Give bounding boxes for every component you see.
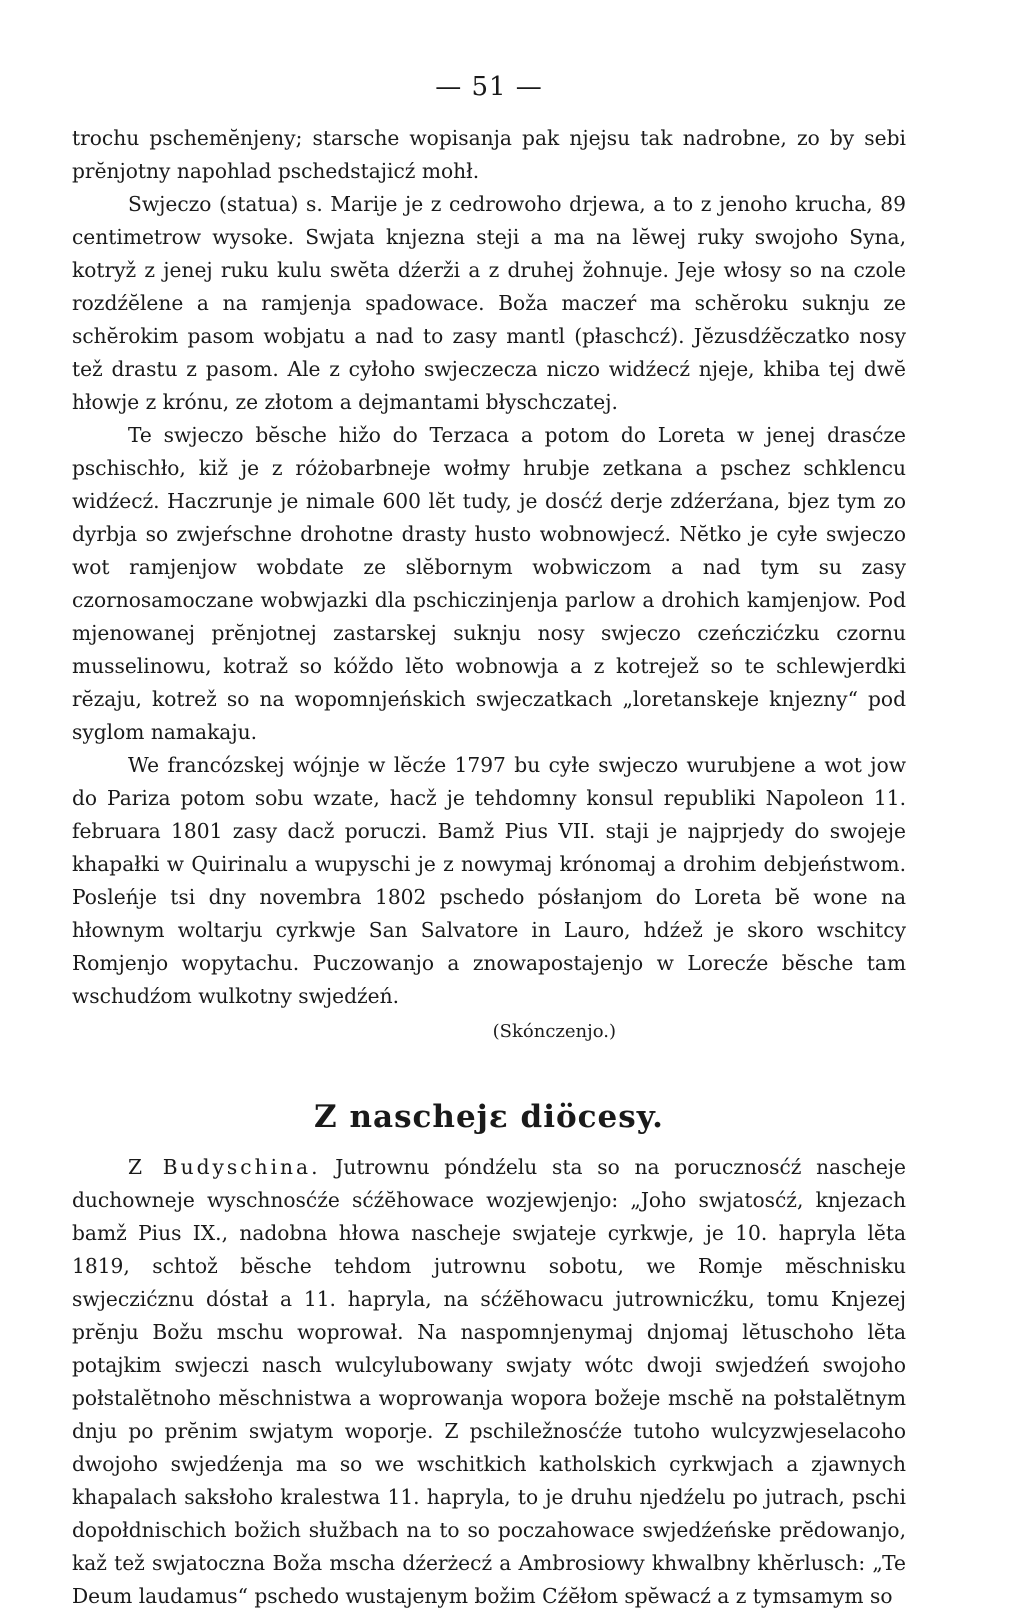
page-number: — 51 — <box>435 72 543 102</box>
article-signoff: (Skónczenjo.) <box>492 1021 616 1042</box>
document-page <box>72 70 906 1613</box>
article-continuation <box>72 122 906 1013</box>
section-body <box>72 1151 906 1613</box>
section-paragraph-text: Jutrownu póndźelu sta so na porucznosćź nascheje duchowneje wyschnosćźe sćźĕhowace wozjewjenjo: „Joho swjatosćź, knjezach bamž Pius IX., nadobna hłowa nascheje swjateje cyrkwje, je 10. hapryla lĕta 1819, schtož bĕsche tehdom jutrownu sobotu, we Romje mĕschnisku swjeczićznu dóstał a 11. hapryla, na sćźĕhowacu jutrownicźku, tomu Knjezej prĕnju Božu mschu woprował. Na naspomnjenymaj dnjomaj lĕtuschoho lĕta potajkim swjeczi nasch wulcylubowany swjaty wótc dwoji swjedźeń swojoho połstalĕtnoho mĕschnistwa a woprowanja wopora božeje mschĕ na połstalĕtnym dnju po prĕnim swjatym woporje. Z pschiležnosćźe tutoho wulcyzwjeselacoho dwojoho swjedźenja ma so we wschitkich katholskich cyrkwjach a zjawnych khapalach saksłoho kralestwa 11. hapryla, to je druhu njedźelu po jutrach, pschi dopołdnischich božich słužbach na to so poczahowace swjedźeńske prĕdowanjo, kaž tež swjatoczna Boža mscha dźerżecź a Ambrosiowy khwalbny khĕrlusch: „Te Deum laudamus“ pschedo wustajenym božim Cźĕłom spĕwacź a z tymsamym so <box>72 1155 906 1608</box>
paragraph-3: Te swjeczo bĕsche hižo do Terzaca a potom do Loreta w jenej drasćze pschischło, kiž je z różobarbneje wołmy hrubje zetkana a pschez schklencu widźecź. Haczrunje je nimale 600 lĕt tudy, je dosćź derje zdźerźana, bjez tym zo dyrbja so zwjeŕschne drohotne drasty husto wobnowjecź. Nĕtko je cyłe swjeczo wot ramjenjow wobdate ze slĕbornym wobwiczom a nad tym su zasy czornosamoczane wobwjazki dla pschiczinjenja parlow a drohich kamjenjow. Pod mjenowanej prĕnjotnej zastarskej suknju nosy swjeczo czeńczićzku czornu musselinowu, kotraž so kóždo lĕto wobnowja a z kotrejež so te schlewjerdki rĕzaju, kotrež so na wopomnjeńskich swjeczatkach „loretanskeje knjezny“ pod syglom namakaju. <box>72 423 906 744</box>
paragraph-1: trochu pschemĕnjeny; starsche wopisanja pak njejsu tak nadrobne, zo by sebi prĕnjotny napohlad pschedstajicź mohł. <box>72 126 906 183</box>
paragraph-2: Swjeczo (statua) s. Marije je z cedrowoho drjewa, a to z jenoho krucha, 89 centimetrow wysoke. Swjata knjezna steji a ma na lĕwej ruky swojoho Syna, kotryž z jenej ruku kulu swĕta dźerži a z druhej žohnuje. Jeje włosy so na czole rozdźĕlene a na ramjenja spadowace. Boža maczeŕ ma schĕroku suknju ze schĕrokim pasom wobjatu a nad to zasy mantl (płaschcź). Jĕzusdźĕczatko nosy tež drastu z pasom. Ale z cyłoho swjeczecza niczo widźecź njeje, khiba tej dwĕ hłowje z krónu, ze złotom a dejmantami błyschczatej. <box>72 192 906 414</box>
section-lead: Z Budyschina. <box>128 1155 321 1179</box>
section-paragraph-1 <box>72 1151 906 1613</box>
paragraph-4: We francózskej wójnje w lĕcźe 1797 bu cyłe swjeczo wurubjene a wot jow do Pariza potom sobu wzate, hacž je tehdomny konsul republiki Napoleon 11. februara 1801 zasy dacž poruczi. Bamž Pius VII. staji je najprjedy do swojeje khapałki w Quirinalu a wupyschi je z nowymaj krónomaj a drohim debjeństwom. Posleńje tsi dny novembra 1802 pschedo pósłanjom do Loreta bĕ wone na hłownym woltarju cyrkwje San Salvatore in Lauro, hdźež je skoro wschitcy Romjenjo wopytachu. Puczowanjo a znowapostajenjo w Lorecźe bĕsche tam wschudźom wulkotny swjedźeń. <box>72 753 906 1008</box>
section-heading: Z naschejε diöcesy. <box>314 1099 664 1135</box>
